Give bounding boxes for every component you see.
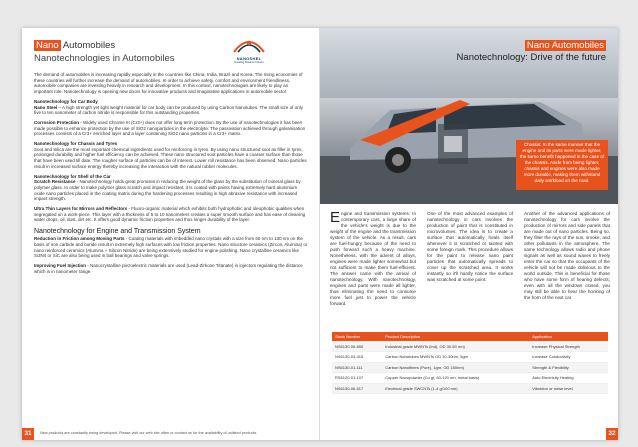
logo-text: NANOSHEL (236, 56, 262, 61)
engine-heading: Nanotechnology for Engine and Transmission System (34, 228, 201, 236)
drop-cap: E (330, 209, 341, 226)
section-paragraph: Ultra Thin Layers for Mirrors and Reflectors - Fluoro-organic material which exhibits both hydrophobic and oleophobic qualities when segregated on a work-piece. This layer with a thickness of 5 to 10 nanometers creates a super smooth surface and has ease of cleaning water drops, oil, dust, dirt etc. It offers good dynamic friction properties and thus longer durability of the layer. (34, 206, 306, 223)
fuel-paragraph: Improving Fuel Injection - Nanocrystalline piezoelectric materials are used (Lead-Zirkone Titanate) in injectors regulating the distance which is in nanometer range. (34, 262, 303, 274)
section-paragraph: Soot and Silica are the most important chemical ingredients used for reinforcing in tyres. By using nano structured soot as filler in tyres, prolonged durability and higher fuel efficiency can be achieved. These nano structured soot particles have a coarser surface than those that have been used till date. The rougher surface of particles can be of interest. Lower roll resistance has been observed. Nano particles result in increased surface energy thereby increasing the interaction with the natural rubber molecules. (34, 146, 307, 169)
engine-paragraph: Reduction in Friction among Moving Parts - Coating materials with imbedded nano crystals with a size from 60 nm to 130 nm on the basis of iron carbide and boride result in extremely high surfaces with low friction properties. Nano structure ceramics (Zircon, Alumina) or nano reinforced ceramics (Alumina + Silicon Nitride) are being extensively studied for engine polishing. Nano crystalline ceramics like Si3N4 or SiC are also being used in ball bearings and valve springs. (34, 236, 308, 259)
left-page (22, 28, 320, 440)
section-heading: Nanotechnology for Car Body (34, 98, 98, 104)
left-page-subtitle: Nanotechnologies in Automobiles (34, 53, 175, 64)
footnote: New products are constantly being developed. Please visit our web site often or contact us for the availability of unlisted products. (40, 431, 258, 435)
column-2: One of the most advanced examples of nanotechnology in cars involves the production of paint that is constituted in microvolumes. The idea is to create a surface that automatically heals itself whenever it is scratched or tainted with some foreign mark. This procedure allows for the paint to release nano paint particles that automatically spreads to cover up the scratched area. It works instantly so it'll hardly notice the surface was scratched at some point. (427, 211, 513, 282)
product-table (332, 332, 608, 394)
left-page-title: Nano Automobiles (36, 40, 116, 51)
table-row: RS6120-01-107 Copper Nanopowder (Cu gt, 60-120 nm, metal basis) Auto Electricity Heating (332, 373, 608, 384)
header-application: Application (529, 332, 608, 341)
right-footer (320, 428, 618, 440)
section-paragraph: Corrosion Protection - Widely used Chrome III (Cr3+) does not offer long term protection. By the use of nanotechnologies it has been made possible to enhance protection by the use of SiO2 nanoparticles in the electrolyte. The passivation achieved through galvanisation processes consists of a Cr3+ enriched layer and a layer containing SiO2 nano particles in a Cr3+ matrix. (34, 119, 306, 137)
table-row: NS6130-03-415 Carbon Nanotubes MWNTs OD 10-30nm, 5gm Increase Conductivity (332, 352, 608, 363)
left-body (34, 72, 308, 278)
right-page-subtitle: Nanotechnology: Drive of the future (456, 52, 606, 63)
table-row: NS6130-01-111 Carbon Nanofibers (Pure), 1gm, OD 150nm) Strength & Flexibility (332, 362, 608, 373)
nanoshel-logo (218, 36, 280, 66)
table-row: NS6130-06-617 Electrical grade SWCNTs (1-4 g/100 nm) Vibration or noise level (332, 383, 608, 394)
table-header-row (332, 332, 608, 341)
left-footer (22, 428, 320, 440)
section-paragraph: Nano Steel – A high strength yet light weight material for car body can be produced by using Carbon Nanotubes. The small size of only five to ten nanometer of carbon nitride is responsible for this outstanding properties. (34, 104, 303, 116)
page-number-left: 31 (22, 428, 34, 440)
brochure-spread (22, 28, 618, 440)
chassis-highlight-box: Chassis: In the same manner that the engine and its parts were made lighter, the same benefit happened in the case of the chassis. Aside from being lighter, chassis and engines were also made more durable, making them withstand daily workload on the road. (516, 140, 608, 190)
right-page-title: Nano Automobiles (526, 40, 604, 51)
column-1: Engine and transmission systems: In contemporary cars, a large share of the vehicle's weight is due to the weight of the engine and the transmission system of the vehicle. As a result, cars are fuel-hungry because of the need to push forward such a heavy machine. Nonetheless, with the advent of alloys, engines were made lighter somewhat but not sufficient to make them fuel-efficient. The answer came with the arrival of nanotechnology. With nanotechnology, engines and parts were made all lighter, thus eliminating the need to consume more fuel just to power the vehicle forward. (330, 209, 416, 306)
section-heading: Nanotechnology for Shell of the Car (34, 173, 111, 179)
intro-paragraph: The demand of automobiles is increasing rapidly especially in the countries like China, India, Brazil and Korea. The rising economies of these countries will further increase the demand of automobiles. In order to achieve safety, comfort and environment friendliness, automobile companies are investing heavily in research and development. In this context, nanotechnologies are likely to play an important role. Nanotechnology is opening new doors for innovative products and imaginative applications in automobile sector. (34, 72, 303, 95)
column-3: Another of the advanced applications of nanotechnology for cars involve the production of mirrors and side panels that are made out of nano particles. Being so, they filter the rays of the sun, smoke, and other pollutants in the atmosphere. The same technology allows radio and phone signals as well as sound waves to freely enter the car so that the occupants of the vehicle will not be made oblivious to the world outside. This is beneficial for those who have some form of hearing defects; even with all the windows closed, you may still be able to hear the honking of the horn of the next car. (524, 211, 610, 300)
right-page (320, 28, 618, 440)
table-row: NS6130-06-650 Industrial grade MWNTs (Ind), OD 30-50 nm) Increase Physical Strength (332, 341, 608, 352)
page-number-right: 32 (606, 428, 618, 440)
hero-image (320, 28, 618, 204)
section-paragraph: Scratch Resistance - Nanotechnology holds great promises in reducing the weight of the glass by the substitution of mineral glass by polymer glass. In order to make polymer glass scratch and impact resistant, it is coated with paints having extremely hard aluminium oxide nano particles placed in the coating matrix during the hardening processes resulting in high abrasive resistance with increased impact strength. (34, 179, 301, 202)
logo-mark-icon (218, 36, 280, 56)
header-stock-number: Stock Number (332, 332, 382, 341)
header-product-description: Product Description (382, 332, 529, 341)
section-heading: Nanotechnology for Chassis and Tyres (34, 141, 118, 147)
logo-tagline: Creating Dreams in Nano (234, 61, 264, 64)
